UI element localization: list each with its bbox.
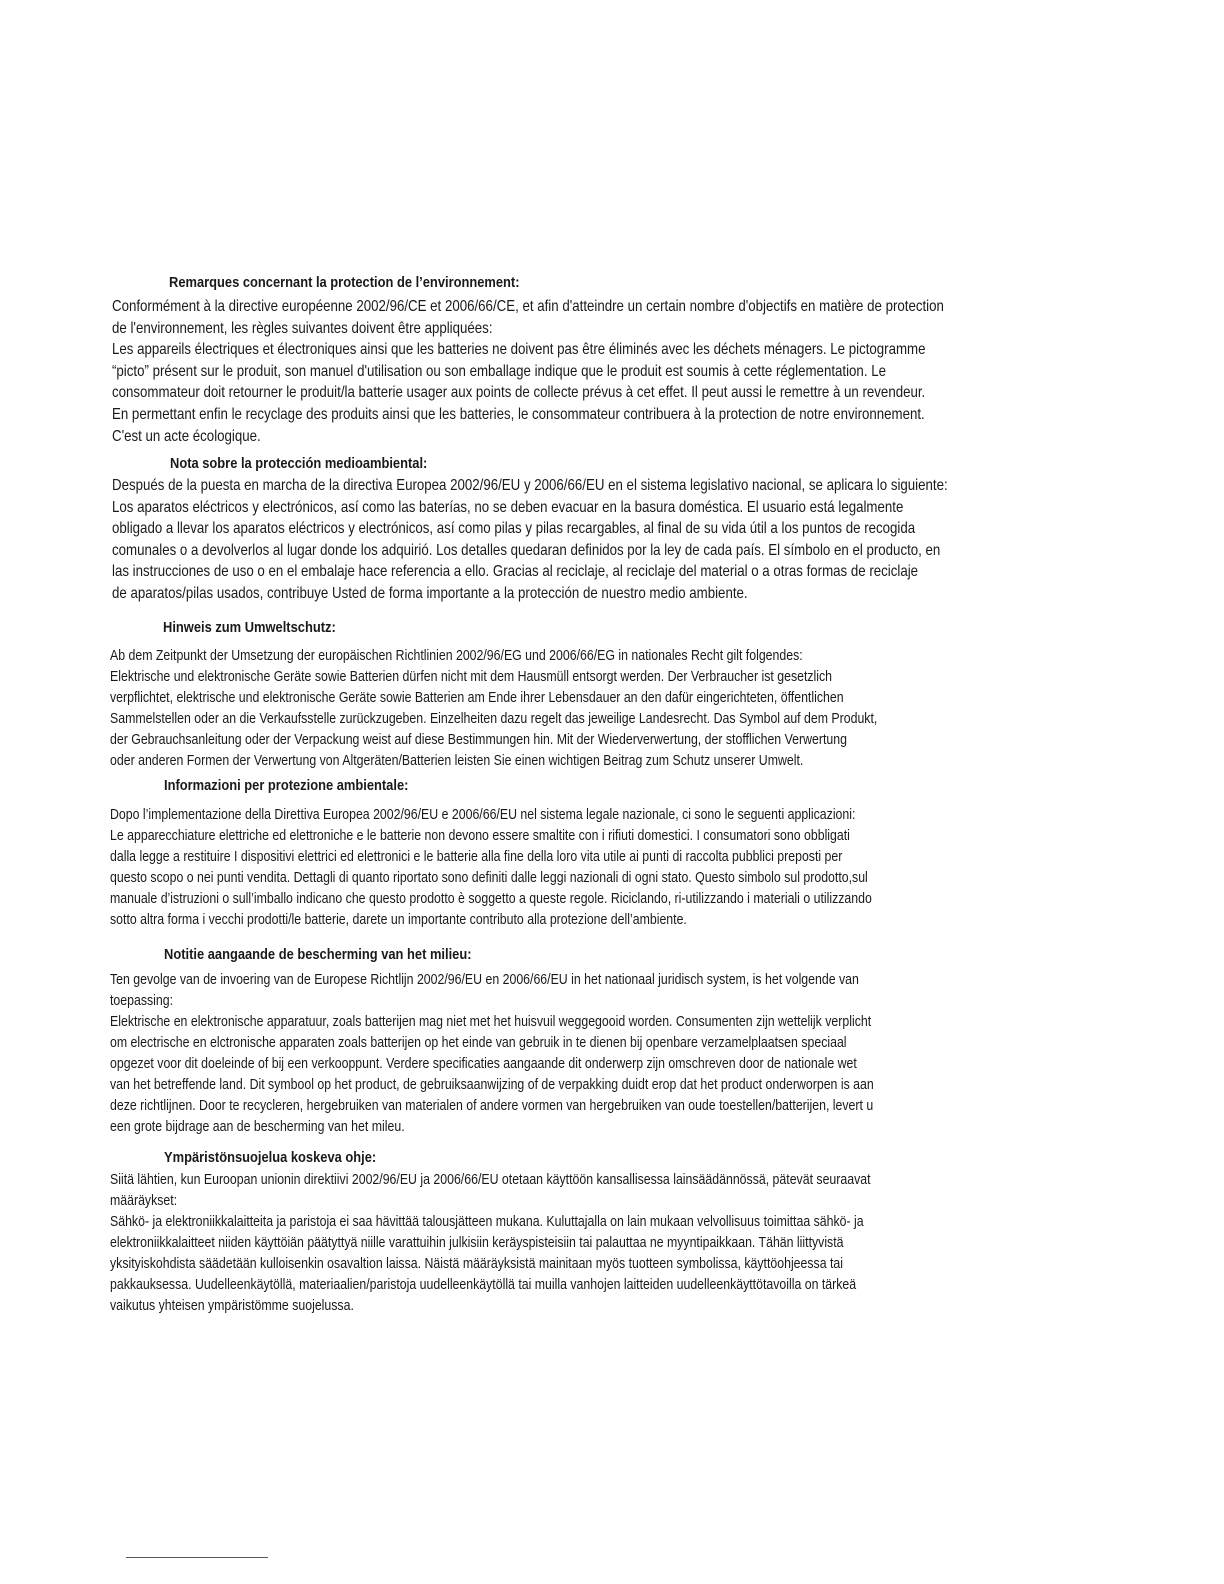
paragraph-line: yksityiskohdista säädetään kulloisenkin osavaltion laissa. Näistä määräyksistä mainitaan myös tuotteen symbolissa, käyttöohjeessa tai xyxy=(110,1256,844,1272)
paragraph-line: om electrische en elctronische apparaten zoals batterijen op het einde van gebruik in te dienen bij openbare verzamelplaatsen speciaal xyxy=(110,1035,847,1051)
paragraph-line: obligado a llevar los aparatos eléctricos y electrónicos, así como pilas y pilas recargables, al final de su vida útil a los puntos de recogida xyxy=(112,520,916,538)
paragraph-line: Conformément à la directive européenne 2002/96/CE et 2006/66/CE, et afin d'atteindre un certain nombre d'objectifs en matière de protection xyxy=(112,298,944,315)
paragraph-line: manuale d’istruzioni o sull’imballo indicano che questo prodotto è soggetto a queste regole. Riciclando, ri-utilizzando i materiali o utilizzando xyxy=(110,891,872,907)
paragraph-line: pakkauksessa. Uudelleenkäytöllä, materiaalien/paristoja uudelleenkäytöllä tai muilla vanhojen laitteiden uudelleenkäyttötavoilla on tärkeä xyxy=(110,1277,857,1293)
paragraph-line: dalla legge a restituire I dispositivi elettrici ed elettronici e le batterie alla fine della loro vita utile ai punti di raccolta pubblici preposti per xyxy=(110,849,843,865)
paragraph-line: Les appareils électriques et électroniques ainsi que les batteries ne doivent pas être éliminés avec les déchets ménagers. Le pictogramme xyxy=(112,341,926,359)
paragraph-line: Dopo l’implementazione della Direttiva Europea 2002/96/EU e 2006/66/EU nel sistema legale nazionale, ci sono le seguenti applicazioni: xyxy=(110,807,856,823)
paragraph-line: En permettant enfin le recyclage des produits ainsi que les batteries, le consommateur contribuera à la protection de notre environnement. xyxy=(112,405,925,423)
paragraph-line: Ten gevolge van de invoering van de Europese Richtlijn 2002/96/EU en 2006/66/EU in het nationaal juridisch system, is het volgende van xyxy=(110,972,859,988)
paragraph-line: Los aparatos eléctricos y electrónicos, así como las baterías, no se deben evacuar en la basura doméstica. El usuario está legalmente xyxy=(112,498,904,516)
paragraph-line: Siitä lähtien, kun Euroopan unionin direktiivi 2002/96/EU ja 2006/66/EU otetaan käyttöön kansallisessa lainsäädännössä, pätevät seuraavat xyxy=(110,1172,871,1188)
paragraph-line: vaikutus yhteisen ympäristömme suojelussa. xyxy=(110,1298,354,1314)
paragraph-line: “picto” présent sur le produit, son manuel d'utilisation ou son emballage indique que le produit est soumis à cette réglementation. Le xyxy=(112,362,886,380)
paragraph-line: der Gebrauchsanleitung oder der Verpackung weist auf diese Bestimmungen hin. Mit der Wiederverwertung, der stofflichen Verwertung xyxy=(110,732,847,748)
paragraph-line: Después de la puesta en marcha de la directiva Europea 2002/96/EU y 2006/66/EU en el sistema legislativo nacional, se aplicara lo siguiente: xyxy=(112,477,948,494)
paragraph-line: toepassing: xyxy=(110,993,174,1009)
paragraph-line: sotto altra forma i vecchi prodotti/le batterie, darete un importante contributo alla protezione dell’ambiente. xyxy=(110,912,687,928)
paragraph-line: van het betreffende land. Dit symbool op het product, de gebruiksaanwijzing of de verpakking duidt erop dat het product onderworpen is aan xyxy=(110,1077,874,1093)
paragraph-line: Le apparecchiature elettriche ed elettroniche e le batterie non devono essere smaltite con i rifiuti domestici. I consumatori sono obbligati xyxy=(110,828,850,844)
paragraph-line: määräykset: xyxy=(110,1193,178,1209)
section-heading: Ympäristönsuojelua koskeva ohje: xyxy=(164,1149,377,1166)
paragraph-line: de aparatos/pilas usados, contribuye Usted de forma importante a la protección de nuestro medio ambiente. xyxy=(112,584,748,602)
paragraph-line: las instrucciones de uso o en el embalaje hace referencia a ello. Gracias al reciclaje, al reciclaje del material o a otras formas de reciclaje xyxy=(112,563,919,581)
paragraph-line: verpflichtet, elektrische und elektronische Geräte sowie Batterien am Ende ihrer Lebensdauer an den dafür eingerichteten, öffentlichen xyxy=(110,690,844,706)
paragraph-line: C'est un acte écologique. xyxy=(112,427,261,445)
paragraph-line: consommateur doit retourner le produit/la batterie usager aux points de collecte prévus à cet effet. Il peut aussi le remettre à un revendeur. xyxy=(112,384,926,402)
paragraph-line: Sammelstellen oder an die Verkaufsstelle zurückzugeben. Einzelheiten dazu regelt das jeweilige Landesrecht. Das Symbol auf dem Produkt, xyxy=(110,711,878,727)
section-heading: Nota sobre la protección medioambiental: xyxy=(170,455,428,472)
paragraph-line: een grote bijdrage aan de bescherming van het mileu. xyxy=(110,1119,405,1135)
section-heading: Remarques concernant la protection de l’environnement: xyxy=(169,274,520,291)
section-heading: Informazioni per protezione ambientale: xyxy=(164,777,409,794)
paragraph-line: Elektrische und elektronische Geräte sowie Batterien dürfen nicht mit dem Hausmüll entsorgt werden. Der Verbraucher ist gesetzlich xyxy=(110,669,833,685)
paragraph-line: deze richtlijnen. Door te recycleren, hergebruiken van materialen of andere vormen van hergebruiken van oude toestellen/batterijen, levert u xyxy=(110,1098,874,1114)
paragraph-line: questo scopo o nei punti vendita. Dettagli di quanto riportato sono definiti dalle leggi nazionali di ogni stato. Questo simbolo sul prodotto,sul xyxy=(110,870,868,886)
section-heading: Hinweis zum Umweltschutz: xyxy=(163,619,336,636)
section-heading: Notitie aangaande de bescherming van het milieu: xyxy=(164,946,472,963)
paragraph-line: oder anderen Formen der Verwertung von Altgeräten/Batterien leisten Sie einen wichtigen Beitrag zum Schutz unserer Umwelt. xyxy=(110,753,804,769)
paragraph-line: Elektrische en elektronische apparatuur, zoals batterijen mag niet met het huisvuil weggegooid worden. Consumenten zijn wettelijk verplicht xyxy=(110,1014,872,1030)
footnote-rule xyxy=(126,1557,268,1558)
paragraph-line: comunales o a devolverlos al lugar donde los adquirió. Los detalles quedaran definidos por la ley de cada país. El símbolo en el producto, en xyxy=(112,541,941,559)
paragraph-line: opgezet voor dit doeleinde of bij een verkooppunt. Verdere specificaties aangaande dit onderwerp zijn omschreven door de nationale wet xyxy=(110,1056,857,1072)
paragraph-line: Ab dem Zeitpunkt der Umsetzung der europäischen Richtlinien 2002/96/EG und 2006/66/EG in nationales Recht gilt folgendes: xyxy=(110,648,803,664)
paragraph-line: elektroniikkalaitteet niiden käyttöiän päätyttyä niille varattuihin julkisiin keräyspisteisiin tai palauttaa ne myyntipaikkaan. Tähän liittyvistä xyxy=(110,1235,844,1251)
paragraph-line: de l'environnement, les règles suivantes doivent être appliquées: xyxy=(112,319,493,337)
paragraph-line: Sähkö- ja elektroniikkalaitteita ja paristoja ei saa hävittää talousjätteen mukana. Kuluttajalla on lain mukaan velvollisuus toimittaa sähkö- ja xyxy=(110,1214,864,1230)
